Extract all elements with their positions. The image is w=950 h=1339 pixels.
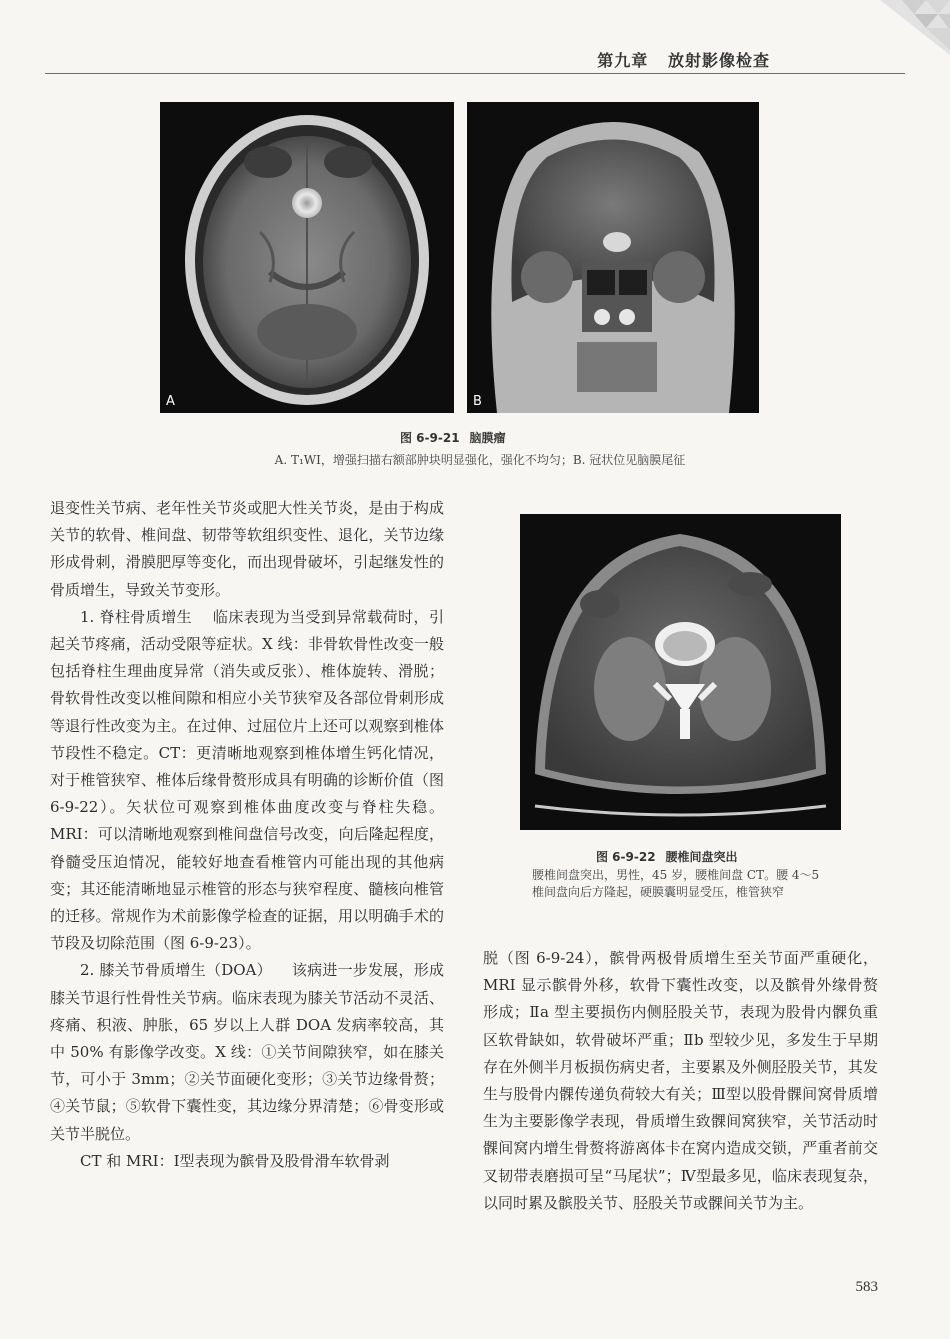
coronal-mri-image: [467, 102, 759, 413]
figure-21-panel-a: [160, 102, 454, 413]
chapter-title: 放射影像检查: [667, 51, 770, 70]
left-paragraph-2: [50, 604, 444, 958]
right-column: [483, 945, 878, 1217]
figure-21-panel-b: [467, 102, 759, 413]
section-text-spine: 临床表现为当受到异常载荷时，引起关节疼痛，活动受限等症状。X 线：非骨软骨性改变一般包括脊柱生理曲度异常（消失或反张）、椎体旋转、滑脱；骨软骨性改变以椎间隙和相应小关节狭窄及各部位骨刺形成等退行性改变为主。在过伸、过屈位片上还可以观察到椎体节段性不稳定。CT：更清晰地观察到椎体增生钙化情况，对于椎管狭窄、椎体后缘骨赘形成具有明确的诊断价值（图 6-9-22）。矢状位可观察到椎体曲度改变与脊柱失稳。MRI：可以清晰地观察到椎间盘信号改变，向后隆起程度，脊髓受压迫情况，能较好地查看椎管内可能出现的其他病变；其还能清晰地显示椎管的形态与狭窄程度、髓核向椎管的迁移。常规作为术前影像学检查的证据，用以明确手术的节段及切除范围（图 6-9-23）。: [50, 607, 444, 953]
chapter-number: 第九章: [597, 51, 649, 70]
panel-b-label: B: [473, 394, 482, 409]
left-paragraph-1: 退变性关节病、老年性关节炎或肥大性关节炎，是由于构成关节的软骨、椎间盘、韧带等软组织变性、退化，关节边缘形成骨刺，滑膜肥厚等变化，而出现骨破坏，引起继发性的骨质增生，导致关节变形。: [50, 499, 444, 599]
section-text-knee: 该病进一步发展，形成膝关节退行性骨性关节病。临床表现为膝关节活动不灵活、疼痛、积液、肿胀，65 岁以上人群 DOA 发病率较高，其中 50% 有影像学改变。X 线：①关节间隙狭窄，如在膝关节，可小于 3mm；②关节面硬化变形；③关节边缘骨赘；④关节鼠；⑤软骨下囊性变，其边缘分界清楚；⑥骨变形或关节半脱位。: [50, 961, 444, 1143]
section-heading-spine: 1. 脊柱骨质增生: [80, 607, 193, 626]
figure-22-title: [596, 848, 738, 865]
figure-21-name: 脑膜瘤: [469, 431, 506, 445]
section-heading-knee: 2. 膝关节骨质增生（DOA）: [80, 961, 272, 980]
corner-decoration: [840, 0, 950, 60]
figure-21-title: [400, 429, 506, 446]
left-paragraph-4: CT 和 MRI：Ⅰ型表现为髌骨及股骨滑车软骨剥: [80, 1151, 390, 1170]
lumbar-ct-image: [520, 514, 841, 830]
left-paragraph-3: [50, 957, 444, 1147]
right-paragraph-1: 脱（图 6-9-24），髌骨两极骨质增生至关节面严重硬化，MRI 显示髌骨外移，软骨下囊性改变，以及髌骨外缘骨赘形成；Ⅱa 型主要损伤内侧胫股关节，表现为股骨内髁负重区软骨缺如，软骨破坏严重；Ⅱb 型较少见，多发生于早期存在外侧半月板损伤病史者，主要累及外侧胫股关节，其发生与股骨内髁传递负荷较大有关；Ⅲ型以股骨髁间窝骨质增生为主要影像学表现，骨质增生致髁间窝狭窄，关节活动时髁间窝内增生骨赘将游离体卡在窝内造成交锁，严重者前交叉韧带表磨损可呈“马尾状”；Ⅳ型最多见，临床表现复杂，以同时累及髌股关节、胫股关节或髁间关节为主。: [483, 949, 878, 1212]
axial-mri-image: [160, 102, 454, 413]
figure-21-caption: A. T₁WI，增强扫描右额部肿块明显强化，强化不均匀；B. 冠状位见脑膜尾征: [274, 453, 686, 467]
page-number: 583: [855, 1279, 878, 1295]
left-column: [50, 495, 444, 1175]
figure-22-name: 腰椎间盘突出: [665, 850, 738, 864]
panel-a-label: A: [166, 394, 175, 409]
figure-22-caption: 腰椎间盘突出，男性，45 岁，腰椎间盘 CT。腰 4～5 椎间盘向后方隆起，硬膜囊明显受压，椎管狭窄: [532, 868, 820, 899]
running-header: [597, 48, 770, 71]
header-rule: [45, 73, 905, 74]
figure-21-number: 图 6-9-21: [400, 431, 460, 445]
figure-22-image: [520, 514, 841, 830]
figure-22-number: 图 6-9-22: [596, 850, 656, 864]
